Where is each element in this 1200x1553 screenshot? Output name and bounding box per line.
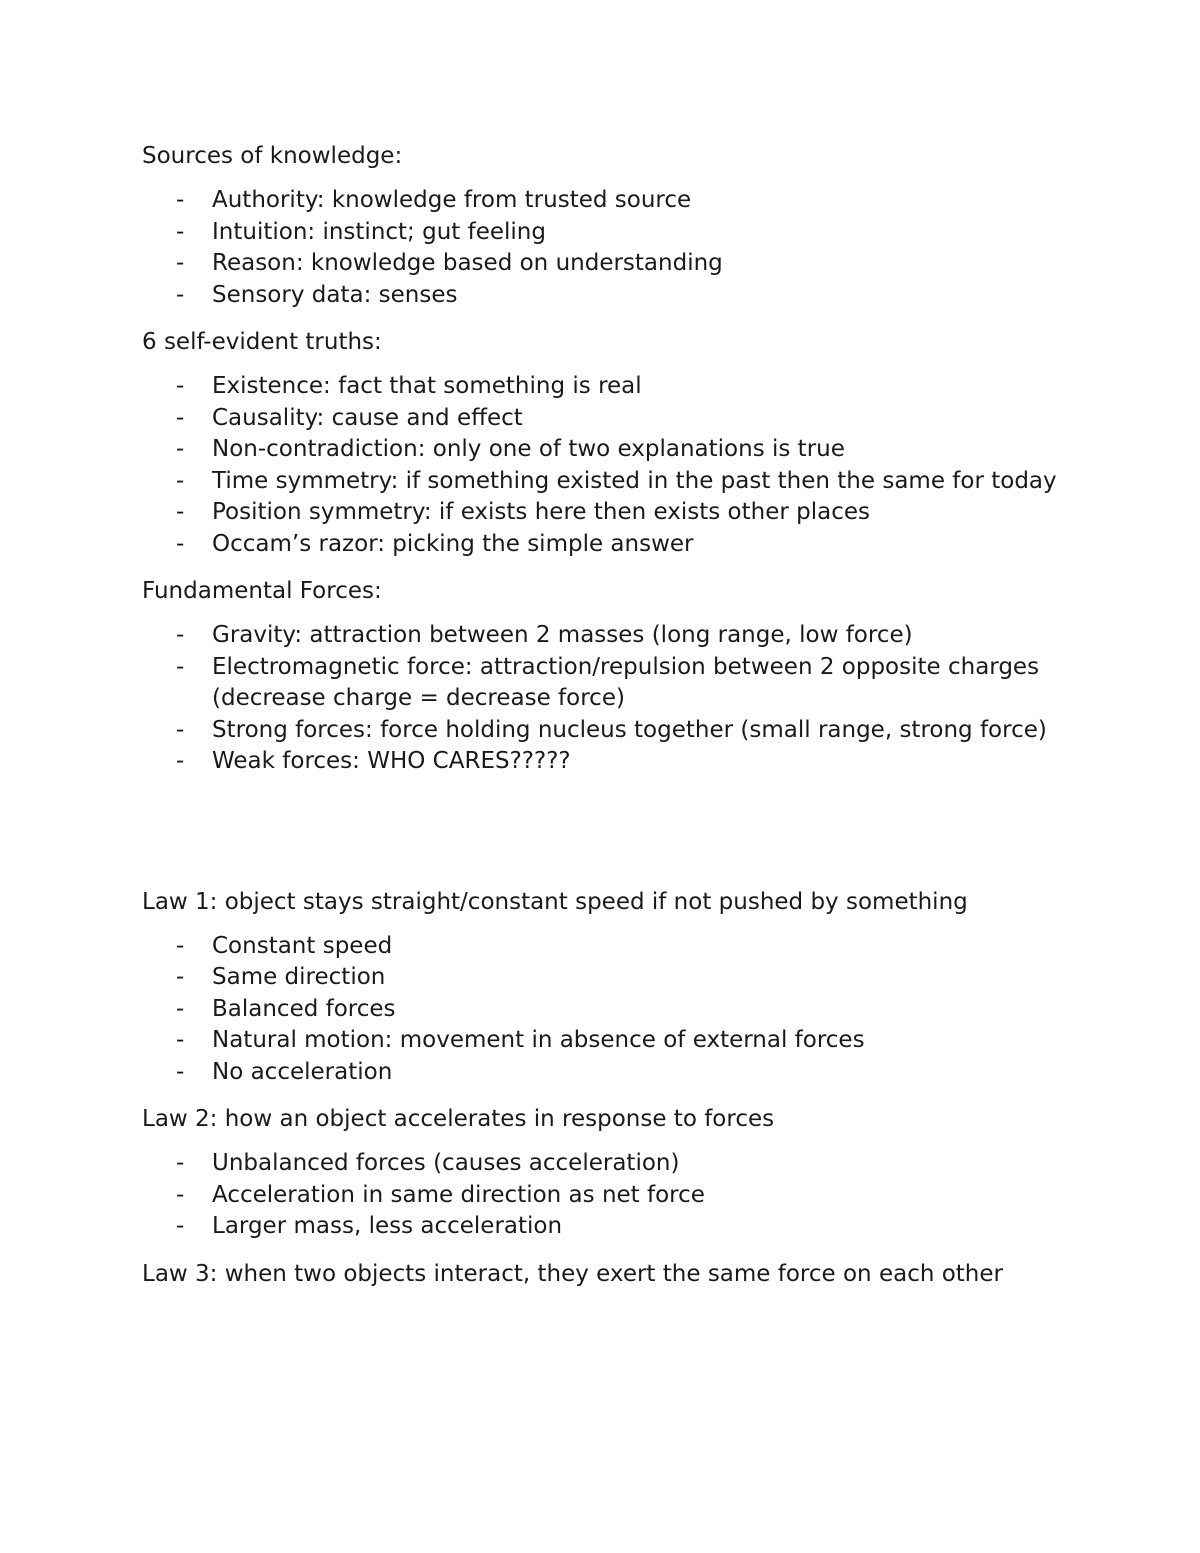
list-item-text: No acceleration <box>212 1058 393 1085</box>
list-item <box>142 1025 1072 1057</box>
list-item-text: Position symmetry: if exists here then exists other places <box>212 499 870 525</box>
bullet-dash: - <box>176 436 185 462</box>
bullet-dash: - <box>176 1058 185 1085</box>
list-item <box>142 403 1072 435</box>
list-item <box>142 715 1072 747</box>
bullet-dash: - <box>176 530 185 557</box>
list-item-text: Occam’s razor: picking the simple answer <box>212 530 694 557</box>
document-page <box>142 140 1072 1290</box>
bullet-dash: - <box>176 499 185 525</box>
list-item <box>142 1148 1072 1180</box>
section-heading: Law 1: object stays straight/constant speed if not pushed by something <box>142 888 968 915</box>
list-item <box>142 1180 1072 1212</box>
list-item <box>142 466 1072 498</box>
list-item <box>142 497 1072 529</box>
list-item <box>142 994 1072 1026</box>
list-item-text: Time symmetry: if something existed in the past then the same for today <box>212 467 1057 494</box>
bullet-dash: - <box>176 653 185 680</box>
list-item-text: Strong forces: force holding nucleus together (small range, strong force) <box>212 716 1047 743</box>
bullet-dash: - <box>176 250 185 276</box>
list-item <box>142 217 1072 249</box>
section-law-3 <box>142 1258 1072 1290</box>
bullet-dash: - <box>176 187 185 213</box>
bullet-list <box>142 185 1072 311</box>
bullet-dash: - <box>176 1181 185 1208</box>
bullet-dash: - <box>176 1213 185 1239</box>
list-item <box>142 185 1072 217</box>
list-item <box>142 620 1072 652</box>
list-item-text: Constant speed <box>212 932 393 959</box>
section-law-1 <box>142 886 1072 1089</box>
list-item-text: Gravity: attraction between 2 masses (long range, low force) <box>212 622 913 648</box>
section-sources-of-knowledge <box>142 140 1072 311</box>
bullet-dash: - <box>176 218 185 245</box>
section-heading: Law 2: how an object accelerates in response to forces <box>142 1106 775 1132</box>
bullet-dash: - <box>176 748 185 774</box>
list-item-text: Natural motion: movement in absence of external forces <box>212 1027 865 1053</box>
bullet-dash: - <box>176 281 185 308</box>
list-item-text: Non-contradiction: only one of two explanations is true <box>212 436 845 462</box>
list-item-text: Electromagnetic force: attraction/repulsion between 2 opposite charges (decrease charge = decrease force) <box>212 653 1040 711</box>
bullet-dash: - <box>176 1150 185 1176</box>
section-heading: Fundamental Forces: <box>142 578 382 604</box>
list-item-text: Unbalanced forces (causes acceleration) <box>212 1150 680 1176</box>
list-item <box>142 280 1072 312</box>
bullet-dash: - <box>176 467 185 494</box>
list-item-text: Intuition: instinct; gut feeling <box>212 218 546 245</box>
bullet-dash: - <box>176 622 185 648</box>
list-item-text: Weak forces: WHO CARES????? <box>212 748 571 774</box>
section-heading: Law 3: when two objects interact, they exert the same force on each other <box>142 1260 1003 1287</box>
section-law-2 <box>142 1103 1072 1243</box>
list-item-text: Causality: cause and effect <box>212 404 523 431</box>
bullet-list <box>142 1148 1072 1243</box>
bullet-dash: - <box>176 995 185 1022</box>
list-item-text: Same direction <box>212 964 386 990</box>
bullet-dash: - <box>176 716 185 743</box>
list-item <box>142 1211 1072 1243</box>
list-item <box>142 371 1072 403</box>
section-heading: Sources of knowledge: <box>142 143 403 169</box>
bullet-list <box>142 371 1072 560</box>
bullet-dash: - <box>176 1027 185 1053</box>
list-item <box>142 1057 1072 1089</box>
bullet-dash: - <box>176 932 185 959</box>
list-item <box>142 652 1072 715</box>
list-item <box>142 248 1072 280</box>
list-item-text: Sensory data: senses <box>212 281 458 308</box>
list-item-text: Larger mass, less acceleration <box>212 1213 563 1239</box>
section-heading: 6 self-evident truths: <box>142 329 382 355</box>
list-item <box>142 962 1072 994</box>
bullet-dash: - <box>176 373 185 399</box>
bullet-list <box>142 931 1072 1089</box>
list-item <box>142 434 1072 466</box>
list-item-text: Existence: fact that something is real <box>212 373 642 399</box>
list-item <box>142 746 1072 778</box>
list-item-text: Balanced forces <box>212 995 396 1022</box>
list-item <box>142 931 1072 963</box>
list-item <box>142 529 1072 561</box>
section-fundamental-forces <box>142 575 1072 778</box>
bullet-list <box>142 620 1072 778</box>
list-item-text: Authority: knowledge from trusted source <box>212 187 692 213</box>
list-item-text: Acceleration in same direction as net force <box>212 1181 705 1208</box>
bullet-dash: - <box>176 404 185 431</box>
list-item-text: Reason: knowledge based on understanding <box>212 250 723 276</box>
section-self-evident-truths <box>142 326 1072 560</box>
bullet-dash: - <box>176 964 185 990</box>
